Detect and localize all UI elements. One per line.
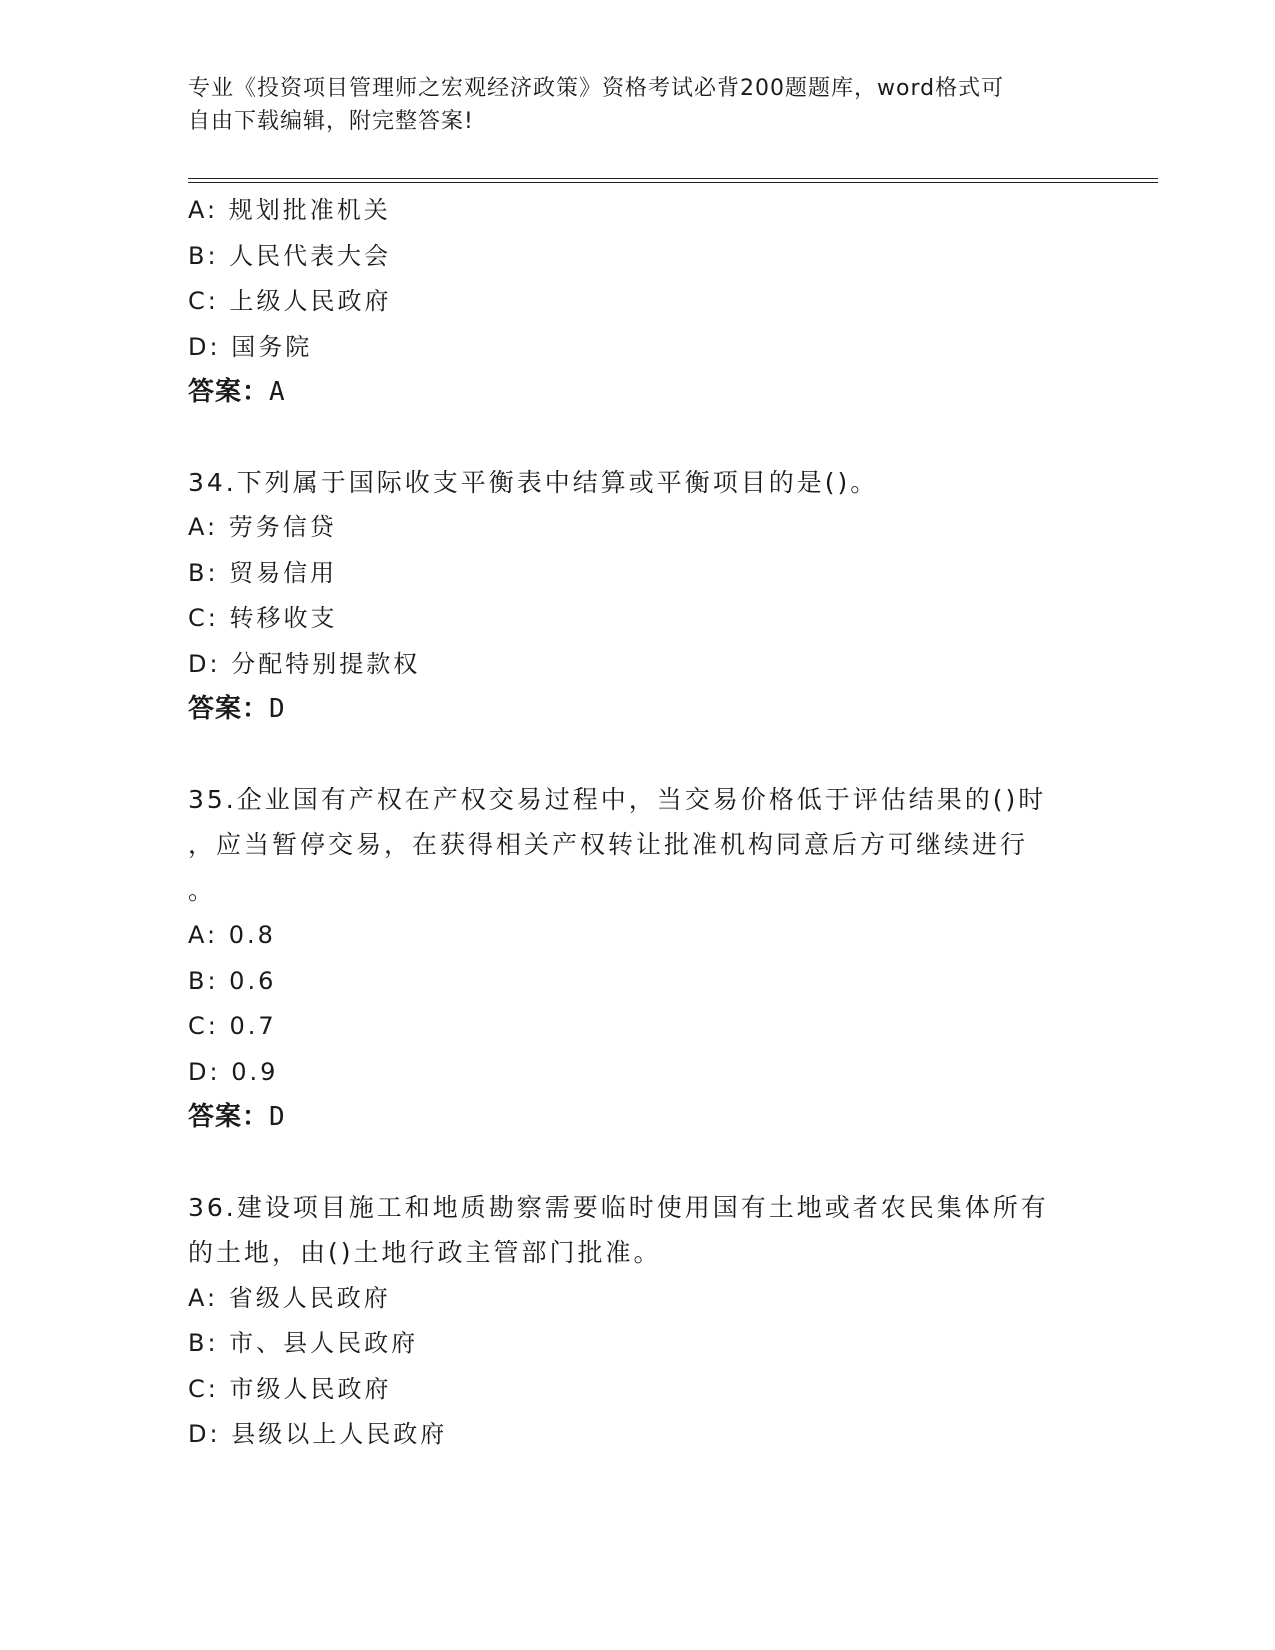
answer-value: A (269, 377, 286, 407)
option-b: B: 市、县人民政府 (188, 1329, 419, 1357)
answer-label: 答案： (188, 694, 270, 724)
question-text: 35.企业国有产权在产权交易过程中，当交易价格低于评估结果的()时 ，应当暂停交易，在获得相关产权转让批准机构同意后方可继续进行 。 (188, 784, 1047, 905)
option-c: C: 0.7 (188, 1012, 277, 1040)
question-text: 34.下列属于国际收支平衡表中结算或平衡项目的是()。 (188, 467, 879, 497)
option-c: C: 转移收支 (188, 604, 338, 632)
option-d: D: 0.9 (188, 1057, 279, 1086)
header-divider (188, 178, 1158, 183)
option-a: A: 0.8 (188, 921, 276, 949)
question-text: 36.建设项目施工和地质勘察需要临时使用国有土地或者农民集体所有 的土地，由()土地行政主管部门批准。 (188, 1192, 1049, 1267)
option-b: B: 0.6 (188, 966, 277, 995)
option-d: D: 县级以上人民政府 (188, 1420, 448, 1448)
option-c: C: 上级人民政府 (188, 287, 392, 315)
option-a: A: 规划批准机关 (188, 196, 391, 224)
answer-value: D (269, 694, 286, 724)
answer-value: D (269, 1102, 286, 1132)
question-36 (188, 1185, 1088, 1458)
answer-line (188, 1095, 1088, 1141)
option-b: B: 人民代表大会 (188, 241, 392, 270)
answer-line (188, 370, 1088, 416)
answer-label: 答案： (188, 1102, 270, 1132)
question-list (188, 188, 1088, 1458)
option-d: D: 国务院 (188, 332, 313, 361)
question-33-tail (188, 188, 1088, 416)
document-header: 专业《投资项目管理师之宏观经济政策》资格考试必背200题题库，word格式可 自由下载编辑，附完整答案! (188, 76, 1005, 134)
option-c: C: 市级人民政府 (188, 1374, 392, 1403)
option-a: A: 劳务信贷 (188, 513, 337, 541)
question-34 (188, 460, 1088, 733)
option-b: B: 贸易信用 (188, 558, 338, 587)
option-a: A: 省级人民政府 (188, 1283, 391, 1312)
answer-line (188, 687, 1088, 733)
question-35 (188, 777, 1088, 1141)
answer-label: 答案： (188, 377, 270, 407)
option-d: D: 分配特别提款权 (188, 649, 421, 678)
